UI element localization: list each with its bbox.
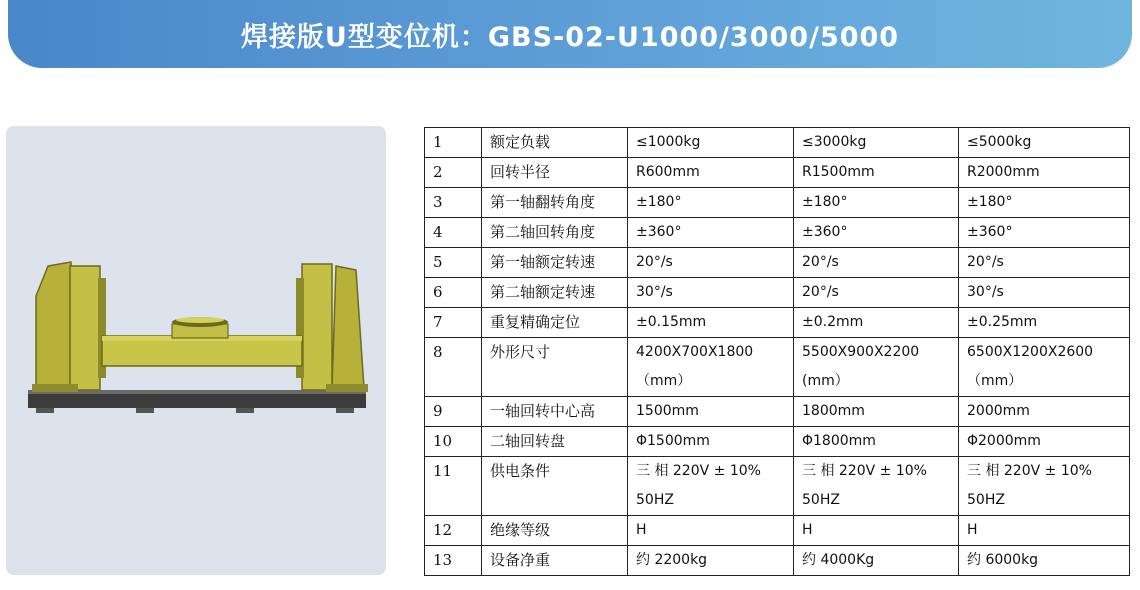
value-line: 20°/s: [967, 254, 1004, 270]
product-image-panel: [6, 126, 386, 575]
model-1-value-cell: [628, 188, 794, 218]
model-2-value-cell: [794, 158, 959, 188]
model-2-value-cell: [794, 457, 959, 516]
row-number-cell: 3: [425, 188, 482, 218]
model-2-value-cell: [794, 427, 959, 457]
parameter-name-cell: 额定负载: [482, 128, 628, 158]
parameter-name-cell: 第二轴回转角度: [482, 218, 628, 248]
base-rail: [28, 392, 366, 408]
table-row: [425, 397, 1130, 427]
parameter-name-cell: 重复精确定位: [482, 308, 628, 338]
table-row: [425, 427, 1130, 457]
model-3-value-cell: [959, 397, 1130, 427]
table-row: [425, 338, 1130, 397]
row-number-cell: 10: [425, 427, 482, 457]
model-3-value-cell: [959, 338, 1130, 397]
value-line: 1800mm: [802, 403, 865, 419]
parameter-name-cell: 外形尺寸: [482, 338, 628, 397]
model-3-value-cell: [959, 516, 1130, 546]
value-line: ±0.25mm: [967, 314, 1038, 330]
model-1-value-cell: [628, 158, 794, 188]
model-1-value-cell: [628, 278, 794, 308]
model-2-value-cell: [794, 188, 959, 218]
row-number-cell: 7: [425, 308, 482, 338]
value-line: ±0.15mm: [636, 314, 707, 330]
left-headstock: [36, 262, 74, 388]
model-2-value-cell: [794, 278, 959, 308]
model-3-value-cell: [959, 278, 1130, 308]
model-1-value-cell: [628, 218, 794, 248]
parameter-name-cell: 第二轴额定转速: [482, 278, 628, 308]
model-2-value-cell: [794, 128, 959, 158]
value-line: R1500mm: [802, 164, 875, 180]
row-number-cell: 8: [425, 338, 482, 397]
model-1-value-cell: [628, 338, 794, 397]
value-line: R600mm: [636, 164, 700, 180]
value-line: 20°/s: [636, 254, 673, 270]
row-number-cell: 11: [425, 457, 482, 516]
value-line: ±360°: [802, 224, 848, 240]
value-line: ≤3000kg: [802, 134, 867, 150]
model-1-value-cell: [628, 397, 794, 427]
row-number-cell: 12: [425, 516, 482, 546]
parameter-name-cell: 第一轴翻转角度: [482, 188, 628, 218]
value-line: 约 6000kg: [967, 552, 1039, 568]
row-number-cell: 9: [425, 397, 482, 427]
parameter-name-cell: 设备净重: [482, 546, 628, 576]
row-number-cell: 2: [425, 158, 482, 188]
table-row: [425, 516, 1130, 546]
model-1-value-cell: [628, 308, 794, 338]
value-line: H: [636, 522, 647, 538]
parameter-name-cell: 第一轴额定转速: [482, 248, 628, 278]
value-line: （mm）: [636, 373, 692, 389]
page-title: 焊接版U型变位机：GBS-02-U1000/3000/5000: [240, 21, 900, 53]
value-line: 50HZ: [967, 492, 1005, 508]
spec-table-body: [425, 128, 1130, 576]
row-number-cell: 13: [425, 546, 482, 576]
table-row: [425, 188, 1130, 218]
parameter-name-cell: 绝缘等级: [482, 516, 628, 546]
model-2-value-cell: [794, 218, 959, 248]
table-row: [425, 546, 1130, 576]
value-line: 20°/s: [802, 254, 839, 270]
model-1-value-cell: [628, 546, 794, 576]
model-3-value-cell: [959, 546, 1130, 576]
right-tailstock: [332, 266, 364, 388]
value-line: ≤1000kg: [636, 134, 701, 150]
model-3-value-cell: [959, 158, 1130, 188]
value-line: R2000mm: [967, 164, 1040, 180]
model-1-value-cell: [628, 516, 794, 546]
table-row: [425, 278, 1130, 308]
model-2-value-cell: [794, 516, 959, 546]
value-line: H: [967, 522, 978, 538]
table-row: [425, 308, 1130, 338]
model-2-value-cell: [794, 248, 959, 278]
welding-positioner-illustration: [6, 126, 386, 575]
value-line: 5500X900X2200: [802, 344, 920, 360]
model-1-value-cell: [628, 427, 794, 457]
value-line: ±180°: [967, 194, 1013, 210]
table-row: [425, 457, 1130, 516]
table-row: [425, 128, 1130, 158]
row-number-cell: 1: [425, 128, 482, 158]
value-line: 约 2200kg: [636, 552, 708, 568]
table-row: [425, 218, 1130, 248]
value-line: 2000mm: [967, 403, 1030, 419]
model-3-value-cell: [959, 188, 1130, 218]
row-number-cell: 5: [425, 248, 482, 278]
value-line: 三 相 220V ± 10%: [967, 463, 1092, 479]
value-line: 6500X1200X2600: [967, 344, 1094, 360]
value-line: Φ2000mm: [967, 433, 1041, 449]
value-line: 4200X700X1800: [636, 344, 754, 360]
value-line: 30°/s: [636, 284, 673, 300]
model-1-value-cell: [628, 457, 794, 516]
parameter-name-cell: 一轴回转中心高: [482, 397, 628, 427]
header-banner: [8, 0, 1132, 68]
model-3-value-cell: [959, 248, 1130, 278]
value-line: 30°/s: [967, 284, 1004, 300]
model-2-value-cell: [794, 338, 959, 397]
value-line: 20°/s: [802, 284, 839, 300]
model-2-value-cell: [794, 308, 959, 338]
value-line: （mm）: [967, 373, 1023, 389]
value-line: ±180°: [802, 194, 848, 210]
model-3-value-cell: [959, 218, 1130, 248]
parameter-name-cell: 供电条件: [482, 457, 628, 516]
value-line: 三 相 220V ± 10%: [636, 463, 761, 479]
value-line: H: [802, 522, 813, 538]
value-line: Φ1500mm: [636, 433, 710, 449]
parameter-name-cell: 二轴回转盘: [482, 427, 628, 457]
row-number-cell: 4: [425, 218, 482, 248]
spec-table: [424, 127, 1130, 576]
model-3-value-cell: [959, 308, 1130, 338]
model-3-value-cell: [959, 128, 1130, 158]
row-number-cell: 6: [425, 278, 482, 308]
table-row: [425, 158, 1130, 188]
value-line: ±0.2mm: [802, 314, 864, 330]
value-line: 1500mm: [636, 403, 699, 419]
model-1-value-cell: [628, 248, 794, 278]
value-line: 50HZ: [802, 492, 840, 508]
model-1-value-cell: [628, 128, 794, 158]
model-3-value-cell: [959, 457, 1130, 516]
value-line: Φ1800mm: [802, 433, 876, 449]
value-line: 50HZ: [636, 492, 674, 508]
model-2-value-cell: [794, 397, 959, 427]
model-2-value-cell: [794, 546, 959, 576]
value-line: ±180°: [636, 194, 682, 210]
parameter-name-cell: 回转半径: [482, 158, 628, 188]
value-line: 三 相 220V ± 10%: [802, 463, 927, 479]
table-row: [425, 248, 1130, 278]
value-line: ≤5000kg: [967, 134, 1032, 150]
value-line: 约 4000Kg: [802, 552, 875, 568]
value-line: ±360°: [636, 224, 682, 240]
value-line: (mm）: [802, 373, 849, 389]
value-line: ±360°: [967, 224, 1013, 240]
model-3-value-cell: [959, 427, 1130, 457]
